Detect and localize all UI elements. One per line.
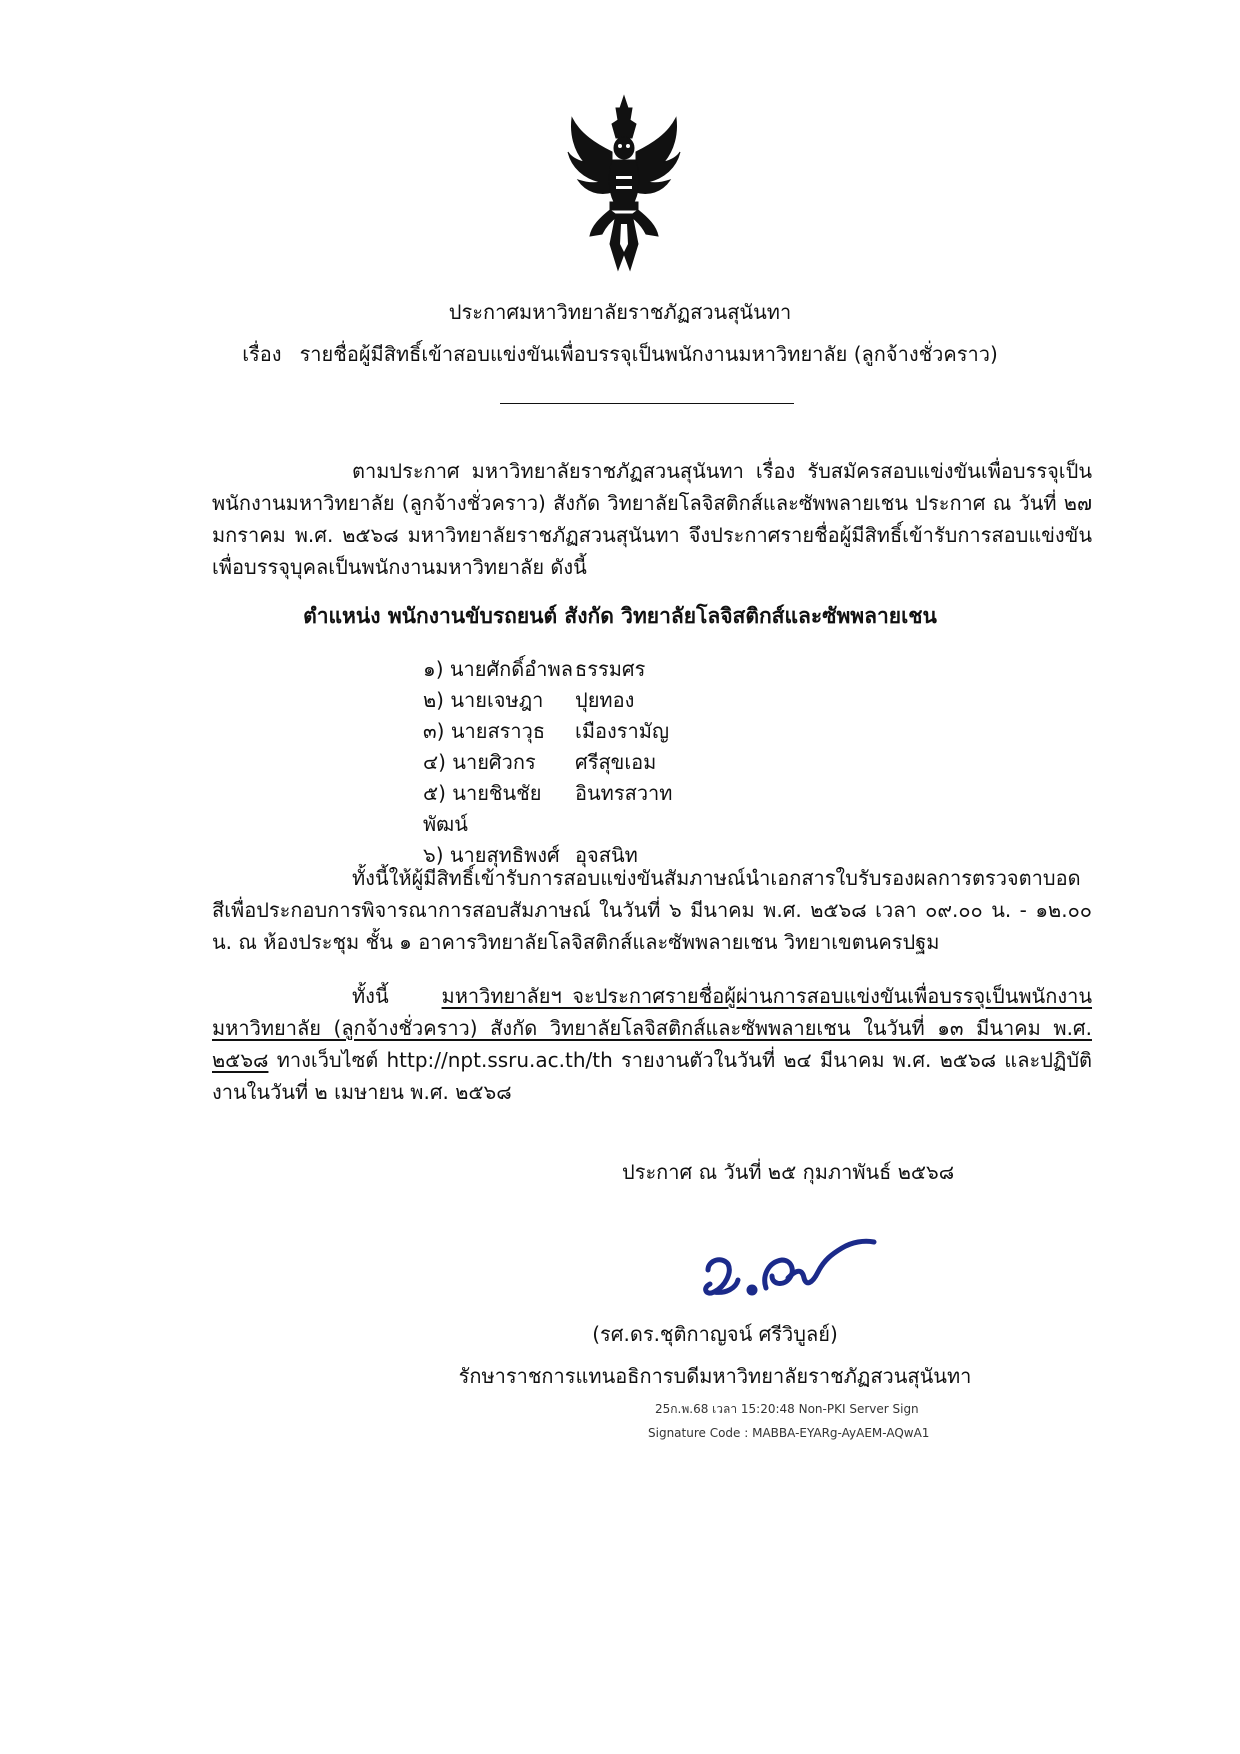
candidate-first-name: ๑) นายศักดิ์อำพล bbox=[423, 657, 573, 681]
result-underlined-text: มหาวิทยาลัยฯ จะประกาศรายชื่อผู้ผ่านการสอบแข่งขันเพื่อบรรจุเป็นพนักงานมหาวิทยาลัย (ลูกจ้างชั่วคราว) สังกัด วิทยาลัยโลจิสติกส์และซัพพลายเชน ในวันที่ ๑๓ มีนาคม พ.ศ. ๒๕๖๘ bbox=[212, 984, 1093, 1072]
signer-title: รักษาราชการแทนอธิการบดีมหาวิทยาลัยราชภัฏสวนสุนันทา bbox=[458, 1364, 972, 1388]
announcement-title: ประกาศมหาวิทยาลัยราชภัฏสวนสุนันทา bbox=[448, 300, 792, 324]
subject-text: รายชื่อผู้มีสิทธิ์เข้าสอบแข่งขันเพื่อบรรจุเป็นพนักงานมหาวิทยาลัย (ลูกจ้างชั่วคราว) bbox=[299, 342, 998, 366]
result-paragraph bbox=[212, 980, 1092, 1108]
result-rest-text: ทางเว็บไซต์ http://npt.ssru.ac.th/th รายงานตัวในวันที่ ๒๔ มีนาคม พ.ศ. ๒๕๖๘ และปฏิบัติงานในวันที่ ๒ เมษายน พ.ศ. ๒๕๖๘ bbox=[212, 1048, 1092, 1104]
candidate-last-name: ศรีสุขเอม bbox=[575, 750, 657, 774]
candidate-first-name: ๔) นายศิวกร bbox=[423, 750, 536, 774]
candidate-list bbox=[423, 654, 672, 871]
sign-timestamp: 25ก.พ.68 เวลา 15:20:48 Non-PKI Server Sign bbox=[655, 1402, 919, 1416]
list-item bbox=[423, 654, 672, 685]
candidate-first-name: ๒) นายเจษฎา bbox=[423, 688, 544, 712]
list-item bbox=[423, 685, 672, 716]
announcement-date: ประกาศ ณ วันที่ ๒๕ กุมภาพันธ์ ๒๕๖๘ bbox=[622, 1160, 955, 1184]
candidate-last-name: อินทรสวาท bbox=[575, 781, 673, 805]
result-lead: ทั้งนี้ bbox=[352, 984, 389, 1008]
subject-label: เรื่อง bbox=[242, 342, 282, 366]
candidate-first-name: ๓) นายสราวุธ bbox=[423, 719, 546, 743]
list-item bbox=[423, 778, 672, 840]
candidate-first-name: ๖) นายสุทธิพงศ์ bbox=[423, 843, 560, 867]
candidate-first-name: ๕) นายชินชัยพัฒน์ bbox=[423, 781, 542, 836]
candidate-last-name: อุจสนิท bbox=[575, 843, 638, 867]
candidate-last-name: เมืองรามัญ bbox=[575, 719, 669, 743]
interview-paragraph bbox=[212, 862, 1092, 958]
handwritten-signature-icon bbox=[692, 1228, 892, 1308]
list-item bbox=[423, 747, 672, 778]
position-heading: ตำแหน่ง พนักงานขับรถยนต์ สังกัด วิทยาลัยโลจิสติกส์และซัพพลายเชน bbox=[303, 604, 937, 628]
title-divider bbox=[500, 403, 794, 404]
intro-paragraph bbox=[212, 455, 1092, 583]
candidate-last-name: ปุยทอง bbox=[575, 688, 635, 712]
signer-name: (รศ.ดร.ชุติกาญจน์ ศรีวิบูลย์) bbox=[592, 1322, 838, 1346]
garuda-emblem-icon bbox=[566, 94, 682, 272]
announcement-subject bbox=[0, 338, 1240, 370]
interview-text: ทั้งนี้ให้ผู้มีสิทธิ์เข้ารับการสอบแข่งขันสัมภาษณ์นำเอกสารใบรับรองผลการตรวจตาบอดสีเพื่อประกอบการพิจารณาการสอบสัมภาษณ์ ในวันที่ ๖ มีนาคม พ.ศ. ๒๕๖๘ เวลา ๐๙.๐๐ น. - ๑๒.๐๐ น. ณ ห้องประชุม ชั้น ๑ อาคารวิทยาลัยโลจิสติกส์และซัพพลายเชน วิทยาเขตนครปฐม bbox=[212, 866, 1092, 954]
intro-text: ตามประกาศ มหาวิทยาลัยราชภัฏสวนสุนันทา เรื่อง รับสมัครสอบแข่งขันเพื่อบรรจุเป็นพนักงานมหาวิทยาลัย (ลูกจ้างชั่วคราว) สังกัด วิทยาลัยโลจิสติกส์และซัพพลายเชน ประกาศ ณ วันที่ ๒๗ มกราคม พ.ศ. ๒๕๖๘ มหาวิทยาลัยราชภัฏสวนสุนันทา จึงประกาศรายชื่อผู้มีสิทธิ์เข้ารับการสอบแข่งขันเพื่อบรรจุบุคลเป็นพนักงานมหาวิทยาลัย ดังนี้ bbox=[212, 459, 1092, 579]
list-item bbox=[423, 716, 672, 747]
signature-code: Signature Code : MABBA-EYARg-AyAEM-AQwA1 bbox=[648, 1426, 930, 1440]
candidate-last-name: ธรรมศร bbox=[575, 657, 646, 681]
